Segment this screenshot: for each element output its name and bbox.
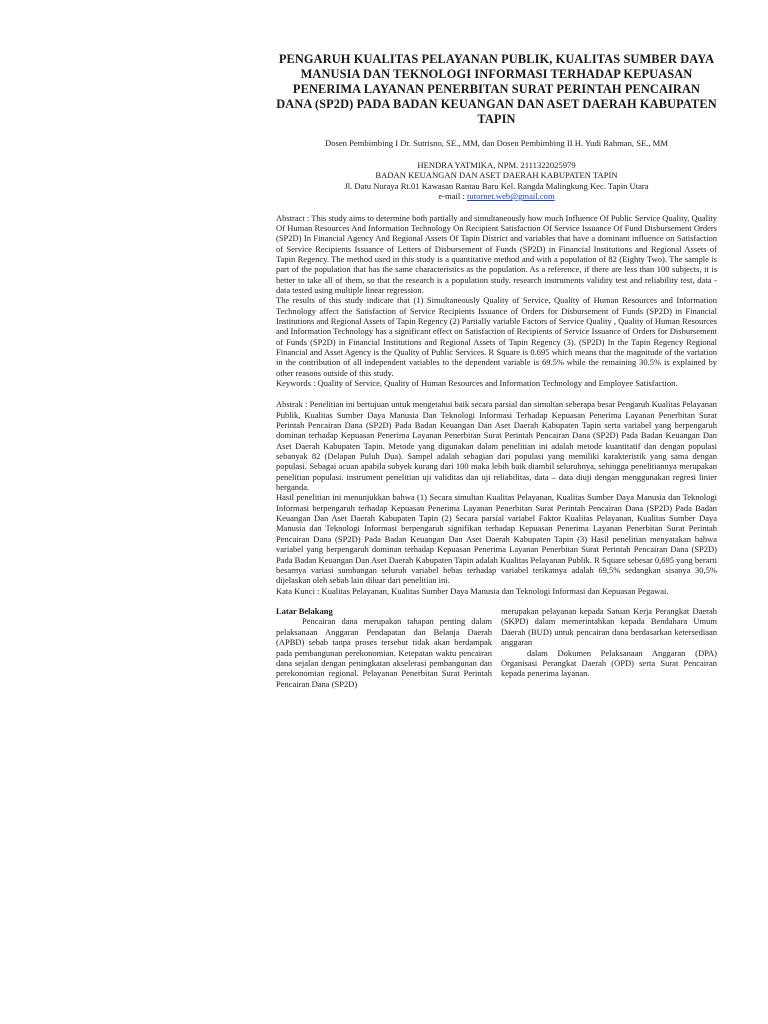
author-line: HENDRA YATMIKA, NPM. 2111322025979 xyxy=(417,159,576,170)
body-column-right xyxy=(501,606,717,689)
abstract-en-keywords: Keywords : Quality of Service, Quality of Human Resources and Information Technology and Employee Satisfaction. xyxy=(276,378,678,388)
address-line: Jl. Datu Nuraya Rt.01 Kawasan Rantau Baru Kel. Rangda Malingkung Kec. Tapin Utara xyxy=(344,180,649,191)
body-left-paragraph: Pencairan dana merupakan tahapan penting dalam pelaksanaan Anggaran Pendapatan dan Belanja Daerah (APBD) sebab tanpa proses tersebut tidak akan berdampak pada pembangunan perekonomian. Ketepatan waktu pencairan dana sejalan dengan peningkatan akselerasi pembangunan dan perekonomian regional. Pelayanan Penerbitan Surat Perintah Pencairan Dana (SP2D) xyxy=(276,616,492,689)
body-column-left xyxy=(276,606,492,689)
email-line xyxy=(276,191,717,202)
abstract-en-paragraph-2: The results of this study indicate that (1) Simultaneously Quality of Service, Quality of Human Resources and Information Technology affect the Satisfaction of Service Recipients Issuance of Orders for Disbursement of Funds (SP2D) in Financial Institutions and Regional Assets of Tapin Regency (2) Partially variable Factors of Service Quality , Quality of Human Resources and Information Technology has a significant effect on Satisfaction of Recipients of Service Issuance of Orders for Disbursement of Funds (SP2D) in Financial Institutions and Regional Assets of Tapin Regency (3). (SP2D) In the Tapin Regency Regional Financial and Asset Agency is the Quality of Public Services. R Square is 0.695 which means that the magnitude of the variation in the contribution of all independent variables to the dependent variable is 69.5% while the remaining 30.5% is explained by other reasons outside of this study. xyxy=(276,295,717,378)
paper-title: PENGARUH KUALITAS PELAYANAN PUBLIK, KUALITAS SUMBER DAYA MANUSIA DAN TEKNOLOGI INFORMASI TERHADAP KEPUASAN PENERIMA LAYANAN PENERBITAN SURAT PERINTAH PENCAIRAN DANA (SP2D) PADA BADAN KEUANGAN DAN ASET DAERAH KABUPATEN TAPIN xyxy=(276,52,717,126)
body-right-paragraph-1: merupakan pelayanan kepada Satuan Kerja Perangkat Daerah (SKPD) dalam memerintahkan kepada Bendahara Umum Daerah (BUD) untuk pencairan dana berdasarkan ketersediaan anggaran xyxy=(501,605,717,648)
abstract-id-keywords: Kata Kunci : Kualitas Pelayanan, Kualitas Sumber Daya Manusia dan Teknologi Informasi dan Kepuasan Pegawai. xyxy=(276,585,669,596)
abstract-en-paragraph-1: Abstract : This study aims to determine both partially and simultaneously how much Influence Of Public Service Quality, Quality Of Human Resources And Information Technology On Recipient Satisfaction Of Service Issuance Of Fund Disbursement Orders (SP2D) In Financial Agency And Regional Assets Of Tapin District and variables that have a dominant influence on Satisfaction of Service Recipients Issuance of Letters of Disbursement of Funds (SP2D) in Financial Institutions and Regional Assets of Tapin Regency. The method used in this study is a quantitative method and with a population of 82 (Eighty Two). The sample is part of the population that has the same characteristics as the population. As a reference, if there are less than 100 subjects, it is better to take all of them, so that the research is a population study. research instruments validity test and reliability test, data - data tested using multiple linear regression. xyxy=(276,212,717,295)
body-right-paragraph-2: dalam Dokumen Pelaksanaan Anggaran (DPA) Organisasi Perangkat Daerah (OPD) serta Surat Pencairan kepada penerima layanan. xyxy=(501,647,717,679)
body-columns xyxy=(276,606,717,689)
institution-line: BADAN KEUANGAN DAN ASET DAERAH KABUPATEN TAPIN xyxy=(375,170,618,180)
abstract-id-paragraph-1: Abstrak : Penelitian ini bertujuan untuk mengetahui baik secara parsial dan simultan seberapa besar Pengaruh Kualitas Pelayanan Publik, Kualitas Sumber Daya Manusia Dan Teknologi Informasi Terhadap Kepuasan Penerima Layanan Penerbitan Surat Perintah Pencairan Dana (SP2D) Pada Badan Keuangan Dan Aset Daerah Kabupaten Tapin serta variabel yang berpengaruh dominan terhadap Kepuasan Penerima Layanan Penerbitan Surat Perintah Pencairan Dana (SP2D) Pada Badan Keuangan Dan Aset Daerah Kabupaten Tapin. Metode yang digunakan dalam penelitian ini adalah metode kuantitatif dan dengan populasi sebanyak 82 (Delapan Puluh Dua). Sampel adalah sebagian dari populasi yang memiliki karakteristik yang sama dengan populasi. Sebagai acuan apabila subyek kurang dari 100 maka lebih baik diambil seluruhnya, sehingga penelitiannya merupakan penelitian populasi. instrument penelitian uji validitas dan uji reliabilitas, data – data diuji dengan menggunakan regresi linier berganda. xyxy=(276,399,717,493)
abstract-id-paragraph-2: Hasil penelitian ini menunjukkan bahwa (1) Secara simultan Kualitas Pelayanan, Kualitas Sumber Daya Manusia dan Teknologi Informasi berpengaruh terhadap Kepuasan Penerima Layanan Penerbitan Surat Perintah Pencairan Dana (SP2D) Pada Badan Keuangan Dan Aset Daerah Kabupaten Tapin (2) Secara parsial variabel Faktor Kualitas Pelayanan, Kualitas Sumber Daya Manusia dan Teknologi Informasi berpengaruh signifikan terhadap Kepuasan Penerima Layanan Penerbitan Surat Perintah Pencairan Dana (SP2D) Pada Badan Keuangan Dan Aset Daerah Kabupaten Tapin (3) Hasil penelitian menyatakan bahwa variabel yang berpengaruh dominan terhadap Kepuasan Penerima Layanan Penerbitan Surat Perintah Pencairan Dana (SP2D) Pada Badan Keuangan Dan Aset Daerah Kabupaten Tapin adalah Kualitas Pelayanan Publik. R Square sebesar 0,695 yang berarti besarnya variasi sumbangan seluruh variabel bebas terhadap variabel terikatnya adalah 69,5% sedangkan sisanya 30,5% dijelaskan oleh sebab lain diluar dari penelitian ini. xyxy=(276,492,717,586)
email-link[interactable]: tutornet.web@gmail.com xyxy=(467,191,555,201)
email-label: e-mail : xyxy=(438,191,467,201)
abstract-indonesian xyxy=(276,399,717,596)
abstract-english xyxy=(276,213,717,389)
supervisors-line: Dosen Pembimbing I Dr. Sutrisno, SE., MM, dan Dosen Pembimbing II H. Yudi Rahman, SE., MM xyxy=(325,138,668,148)
section-heading: Latar Belakang xyxy=(276,605,333,616)
paper-page xyxy=(276,52,717,689)
